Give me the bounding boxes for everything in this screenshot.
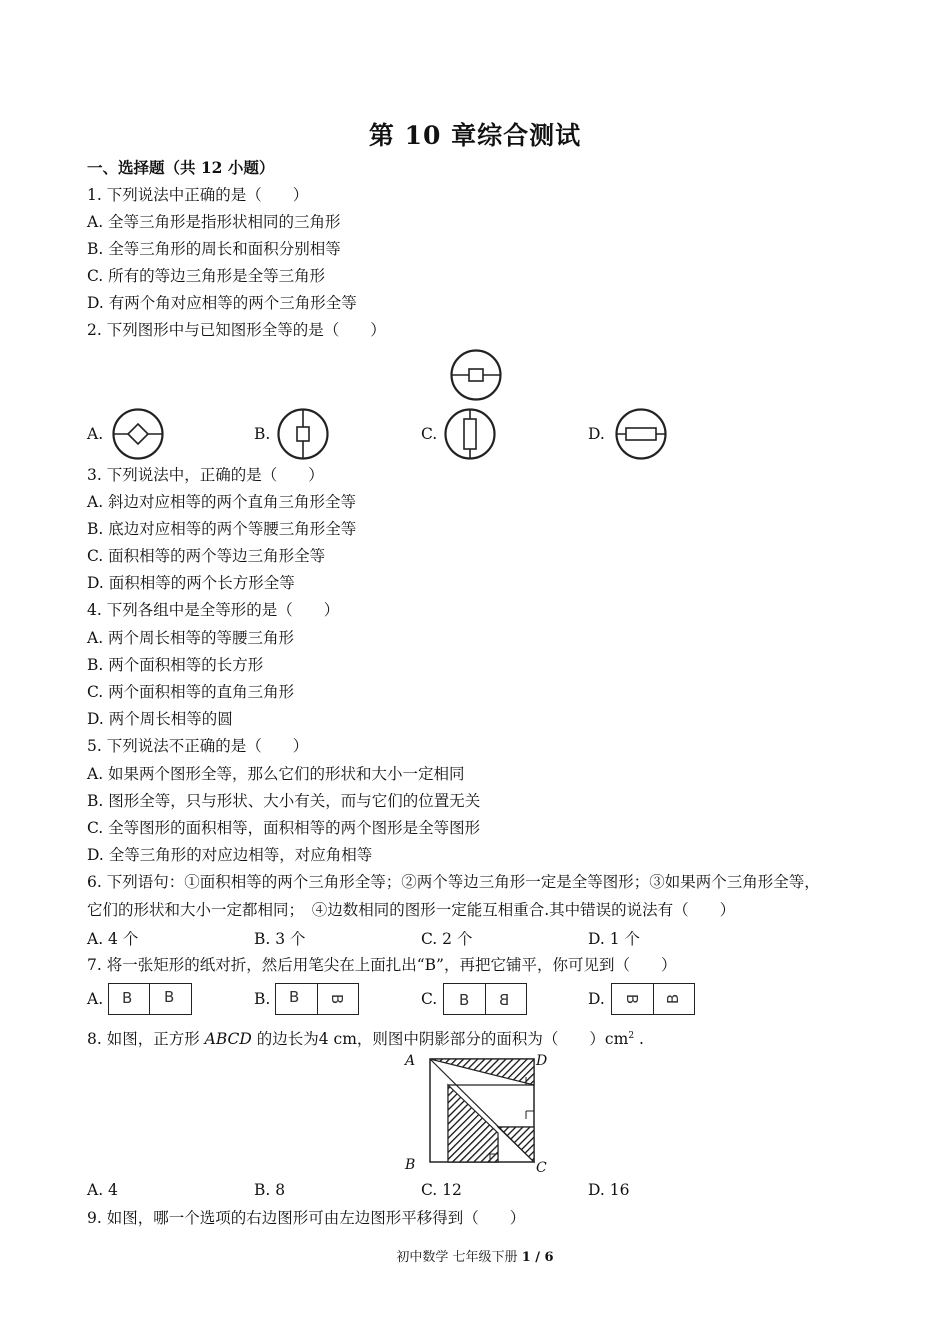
vertex-a-label: A [405,1053,416,1069]
question-6-stem-line-2: 它们的形状和大小一定都相同； ④边数相同的图形一定能互相重合.其中错误的说法有（ ） [87,901,736,919]
question-2-stem: 2. 下列图形中与已知图形全等的是（ ） [87,321,386,339]
question-7-label-b: B. [254,990,271,1008]
question-8-option-a: A. 4 [87,1181,118,1199]
question-2-label-b: B. [254,425,271,443]
vertex-d-label: D [536,1053,548,1069]
question-5-option-c: C. 全等图形的面积相等，面积相等的两个图形是全等图形 [87,819,481,837]
folded-letter-right: B [328,993,347,1005]
question-2-option-d-figure [614,407,668,461]
question-3-option-d: D. 面积相等的两个长方形全等 [87,574,295,592]
question-8-options [87,1181,787,1201]
question-5-option-d: D. 全等三角形的对应边相等，对应角相等 [87,846,373,864]
question-6-option-c: C. 2 个 [421,930,473,948]
question-7-label-d: D. [588,990,605,1008]
question-4-option-d: D. 两个周长相等的圆 [87,710,233,728]
folded-letter-left: B [289,988,300,1006]
question-2-given-figure [449,348,503,402]
question-7-label-a: A. [87,990,104,1008]
folded-letter-right: B [499,991,510,1009]
question-6-option-a: A. 4 个 [87,930,139,948]
question-7-option-a-figure [108,983,192,1015]
folded-letter-right: B [664,993,683,1005]
folded-letter-right: B [164,988,175,1006]
question-3-option-b: B. 底边对应相等的两个等腰三角形全等 [87,520,357,538]
question-2-option-b-figure [276,407,330,461]
question-8-option-d: D. 16 [588,1181,630,1199]
page-title: 第 10 章综合测试 [368,121,582,150]
question-4-option-c: C. 两个面积相等的直角三角形 [87,683,295,701]
question-5-stem: 5. 下列说法不正确的是（ ） [87,737,309,755]
question-1-option-c: C. 所有的等边三角形是全等三角形 [87,267,326,285]
question-7-option-b-figure [275,983,359,1015]
question-5-option-b: B. 图形全等，只与形状、大小有关，而与它们的位置无关 [87,792,481,810]
question-9-stem: 9. 如图，哪一个选项的右边图形可由左边图形平移得到（ ） [87,1209,526,1227]
question-1-option-d: D. 有两个角对应相等的两个三角形全等 [87,294,357,312]
question-1-stem: 1. 下列说法中正确的是（ ） [87,186,309,204]
vertex-c-label: C [536,1160,547,1176]
question-2-label-c: C. [421,425,438,443]
question-2-label-a: A. [87,425,104,443]
question-6-option-b: B. 3 个 [254,930,306,948]
question-1-option-a: A. 全等三角形是指形状相同的三角形 [87,213,341,231]
section-heading: 一、选择题（共 12 小题） [87,158,275,177]
question-7-stem: 7. 将一张矩形的纸对折，然后用笔尖在上面扎出“B”，再把它铺平，你可见到（ ） [87,956,677,974]
folded-letter-left: B [623,993,642,1005]
page-number: 1 / 6 [521,1250,554,1265]
question-7-option-c-figure [443,983,527,1015]
folded-letter-left: B [459,991,470,1009]
question-7-label-c: C. [421,990,438,1008]
square-name: ABCD [204,1030,252,1049]
unit-exponent: 2 [628,1031,635,1041]
question-6-option-d: D. 1 个 [588,930,641,948]
question-2-option-a-figure [111,407,165,461]
question-6-stem-line-1: 6. 下列语句：①面积相等的两个三角形全等；②两个等边三角形一定是全等图形；③如果两个三角形全等， [87,873,820,891]
question-4-option-b: B. 两个面积相等的长方形 [87,656,264,674]
footer-text: 初中数学 七年级下册 [396,1250,522,1265]
question-7-option-d-figure [611,983,695,1015]
question-8-stem: 8. 如图，正方形 ABCD 的边长为4 cm，则图中阴影部分的面积为（ ）$cm^2$ . [87,1030,644,1049]
question-4-stem: 4. 下列各组中是全等形的是（ ） [87,601,340,619]
question-2-label-d: D. [588,425,605,443]
question-3-stem: 3. 下列说法中，正确的是（ ） [87,466,324,484]
vertex-b-label: B [405,1157,416,1173]
page-footer [0,1246,950,1265]
question-8-option-c: C. 12 [421,1181,462,1199]
question-6-options [87,927,787,947]
question-2-option-c-figure [443,407,497,461]
question-4-option-a: A. 两个周长相等的等腰三角形 [87,629,295,647]
question-3-option-a: A. 斜边对应相等的两个直角三角形全等 [87,493,357,511]
folded-letter-left: B [122,989,133,1007]
question-8-option-b: B. 8 [254,1181,286,1199]
question-5-option-a: A. 如果两个图形全等，那么它们的形状和大小一定相同 [87,765,465,783]
question-1-option-b: B. 全等三角形的周长和面积分别相等 [87,240,341,258]
question-3-option-c: C. 面积相等的两个等边三角形全等 [87,547,326,565]
